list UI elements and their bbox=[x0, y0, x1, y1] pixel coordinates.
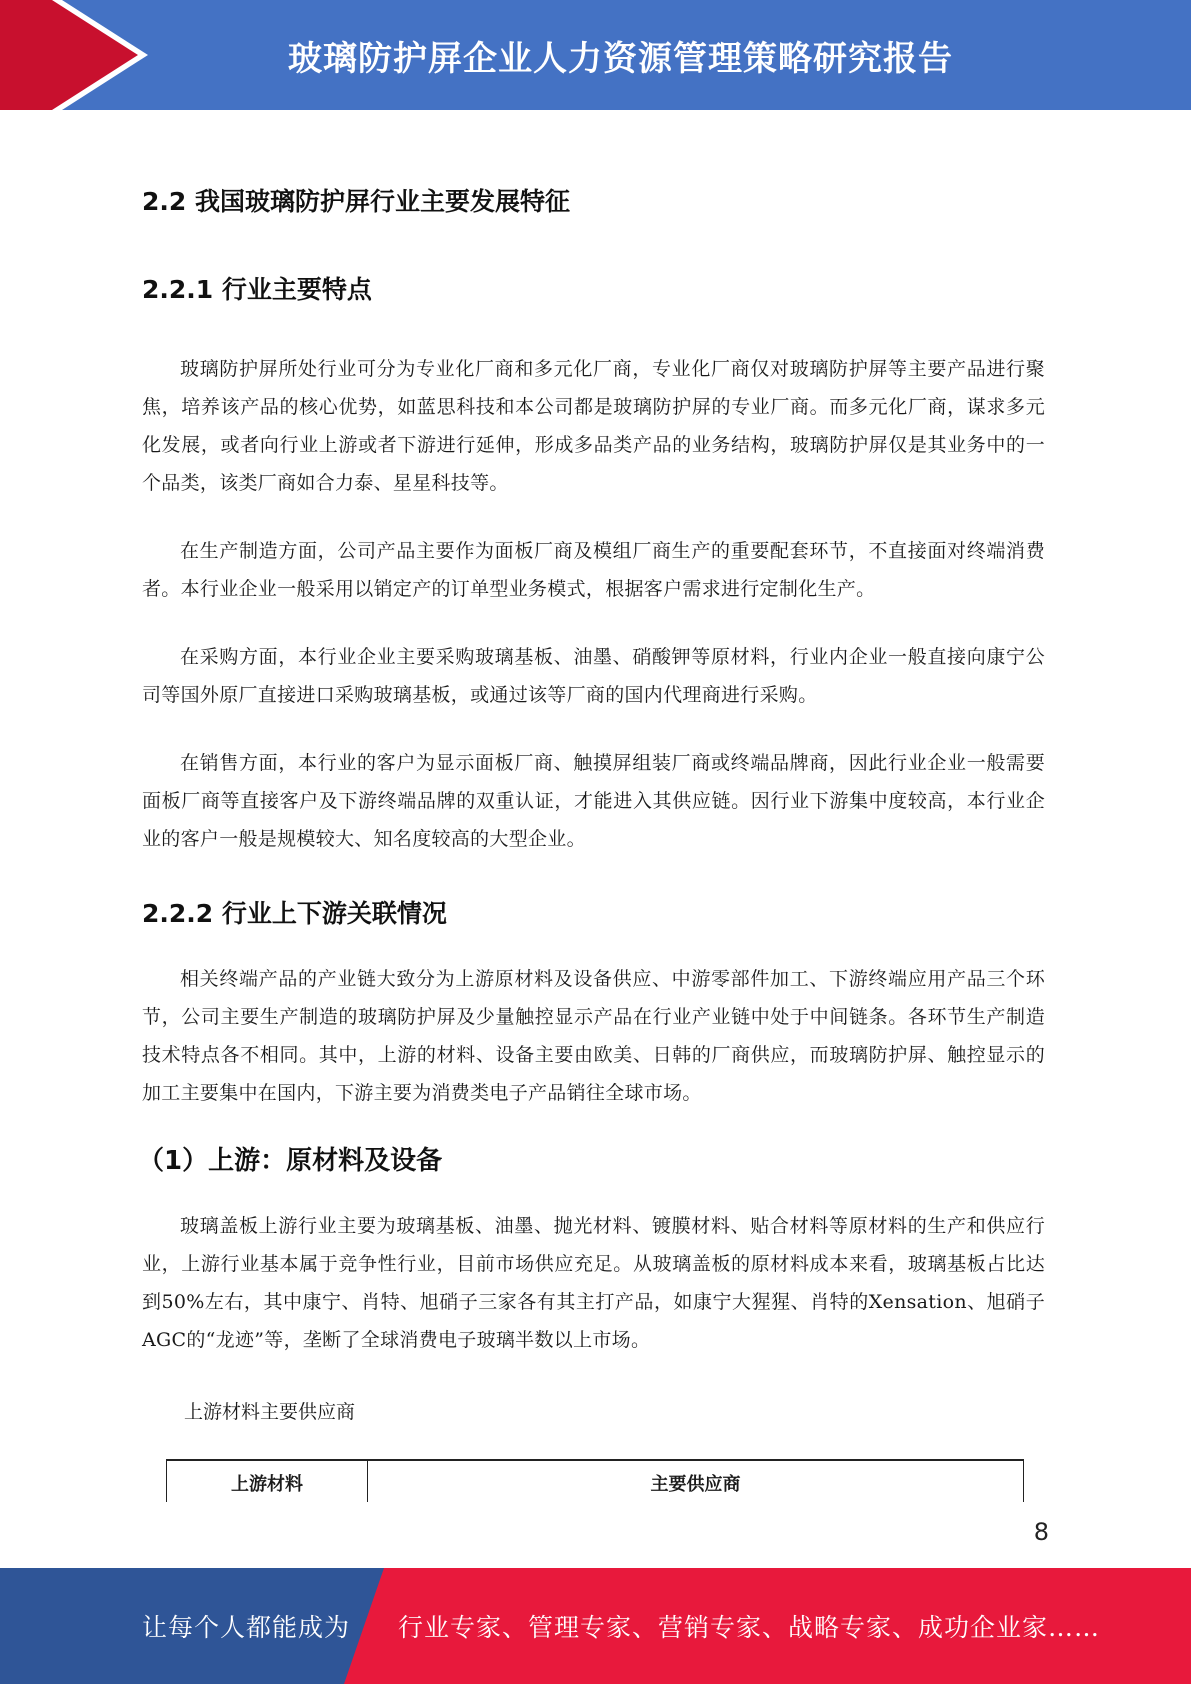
paragraph: 相关终端产品的产业链大致分为上游原材料及设备供应、中游零部件加工、下游终端应用产品三个环节，公司主要生产制造的玻璃防护屏及少量触控显示产品在行业产业链中处于中间链条。各环节生产制造技术特点各不相同。其中，上游的材料、设备主要由欧美、日韩的厂商供应，而玻璃防护屏、触控显示的加工主要集中在国内，下游主要为消费类电子产品销往全球市场。 bbox=[142, 968, 1045, 1104]
subsection-heading-chain: 2.2.2 行业上下游关联情况 bbox=[142, 899, 447, 928]
paragraph: 在生产制造方面，公司产品主要作为面板厂商及模组厂商生产的重要配套环节，不直接面对终端消费者。本行业企业一般采用以销定产的订单型业务模式，根据客户需求进行定制化生产。 bbox=[142, 540, 1045, 600]
upstream-heading: （1）上游：原材料及设备 bbox=[138, 1146, 443, 1176]
table-header-supplier: 主要供应商 bbox=[368, 1460, 1024, 1502]
paragraph: 玻璃盖板上游行业主要为玻璃基板、油墨、抛光材料、镀膜材料、贴合材料等原材料的生产和供应行业，上游行业基本属于竞争性行业，目前市场供应充足。从玻璃盖板的原材料成本来看，玻璃基板占比达到50%左右，其中康宁、肖特、旭硝子三家各有其主打产品，如康宁大猩猩、肖特的Xensation、旭硝子AGC的“龙迹”等，垄断了全球消费电子玻璃半数以上市场。 bbox=[142, 1215, 1045, 1351]
paragraph: 玻璃防护屏所处行业可分为专业化厂商和多元化厂商，专业化厂商仅对玻璃防护屏等主要产品进行聚焦，培养该产品的核心优势，如蓝思科技和本公司都是玻璃防护屏的专业厂商。而多元化厂商，谋求多元化发展，或者向行业上游或者下游进行延伸，形成多品类产品的业务结构，玻璃防护屏仅是其业务中的一个品类，该类厂商如合力泰、星星科技等。 bbox=[142, 358, 1045, 494]
page-number: 8 bbox=[1033, 1518, 1049, 1546]
footer-slogan-left: 让每个人都能成为 bbox=[142, 1613, 351, 1642]
page-footer bbox=[0, 1568, 1191, 1684]
table-caption: 上游材料主要供应商 bbox=[184, 1401, 356, 1423]
section-heading: 2.2 我国玻璃防护屏行业主要发展特征 bbox=[142, 187, 570, 216]
footer-slogan-right: 行业专家、管理专家、营销专家、战略专家、成功企业家…… bbox=[398, 1613, 1101, 1642]
paragraph: 在采购方面，本行业企业主要采购玻璃基板、油墨、硝酸钾等原材料，行业内企业一般直接向康宁公司等国外原厂直接进口采购玻璃基板，或通过该等厂商的国内代理商进行采购。 bbox=[142, 646, 1045, 706]
subsection-heading-features: 2.2.1 行业主要特点 bbox=[142, 275, 372, 304]
table-header-row bbox=[167, 1460, 1024, 1502]
page-header bbox=[0, 0, 1191, 110]
paragraph: 在销售方面，本行业的客户为显示面板厂商、触摸屏组装厂商或终端品牌商，因此行业企业一般需要面板厂商等直接客户及下游终端品牌的双重认证，才能进入其供应链。因行业下游集中度较高，本行业企业的客户一般是规模较大、知名度较高的大型企业。 bbox=[142, 752, 1045, 850]
table-header-material: 上游材料 bbox=[167, 1460, 368, 1502]
document-body bbox=[138, 170, 1045, 1431]
report-title: 玻璃防护屏企业人力资源管理策略研究报告 bbox=[288, 38, 953, 79]
supplier-table bbox=[166, 1459, 1024, 1502]
